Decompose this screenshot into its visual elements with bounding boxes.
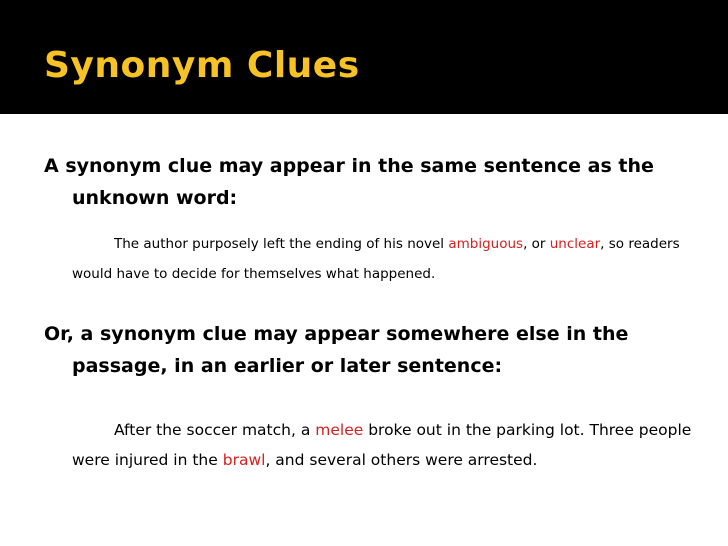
highlight-word-brawl: brawl bbox=[222, 451, 266, 469]
title-bar bbox=[0, 0, 728, 114]
example2-text-1: After the soccer match, a bbox=[114, 421, 316, 439]
example1-text-2: , or bbox=[523, 236, 550, 252]
example-elsewhere bbox=[72, 415, 692, 475]
highlight-word-ambiguous: ambiguous bbox=[448, 236, 524, 252]
slide-title: Synonym Clues bbox=[44, 45, 360, 86]
highlight-word-melee: melee bbox=[315, 421, 364, 439]
highlight-word-unclear: unclear bbox=[549, 236, 601, 252]
paragraph-elsewhere: Or, a synonym clue may appear somewhere else in the passage, in an earlier or later sentence: bbox=[44, 323, 629, 377]
paragraph-same-sentence: A synonym clue may appear in the same sentence as the unknown word: bbox=[44, 155, 654, 209]
example1-text-3: , so readers would have to decide for themselves what happened. bbox=[72, 236, 680, 282]
example1-text-1: The author purposely left the ending of his novel bbox=[114, 236, 449, 252]
example2-text-3: , and several others were arrested. bbox=[265, 451, 538, 469]
example2-text-2: broke out in the parking lot. Three people were injured in the bbox=[72, 421, 692, 469]
example-same-sentence bbox=[72, 229, 692, 289]
